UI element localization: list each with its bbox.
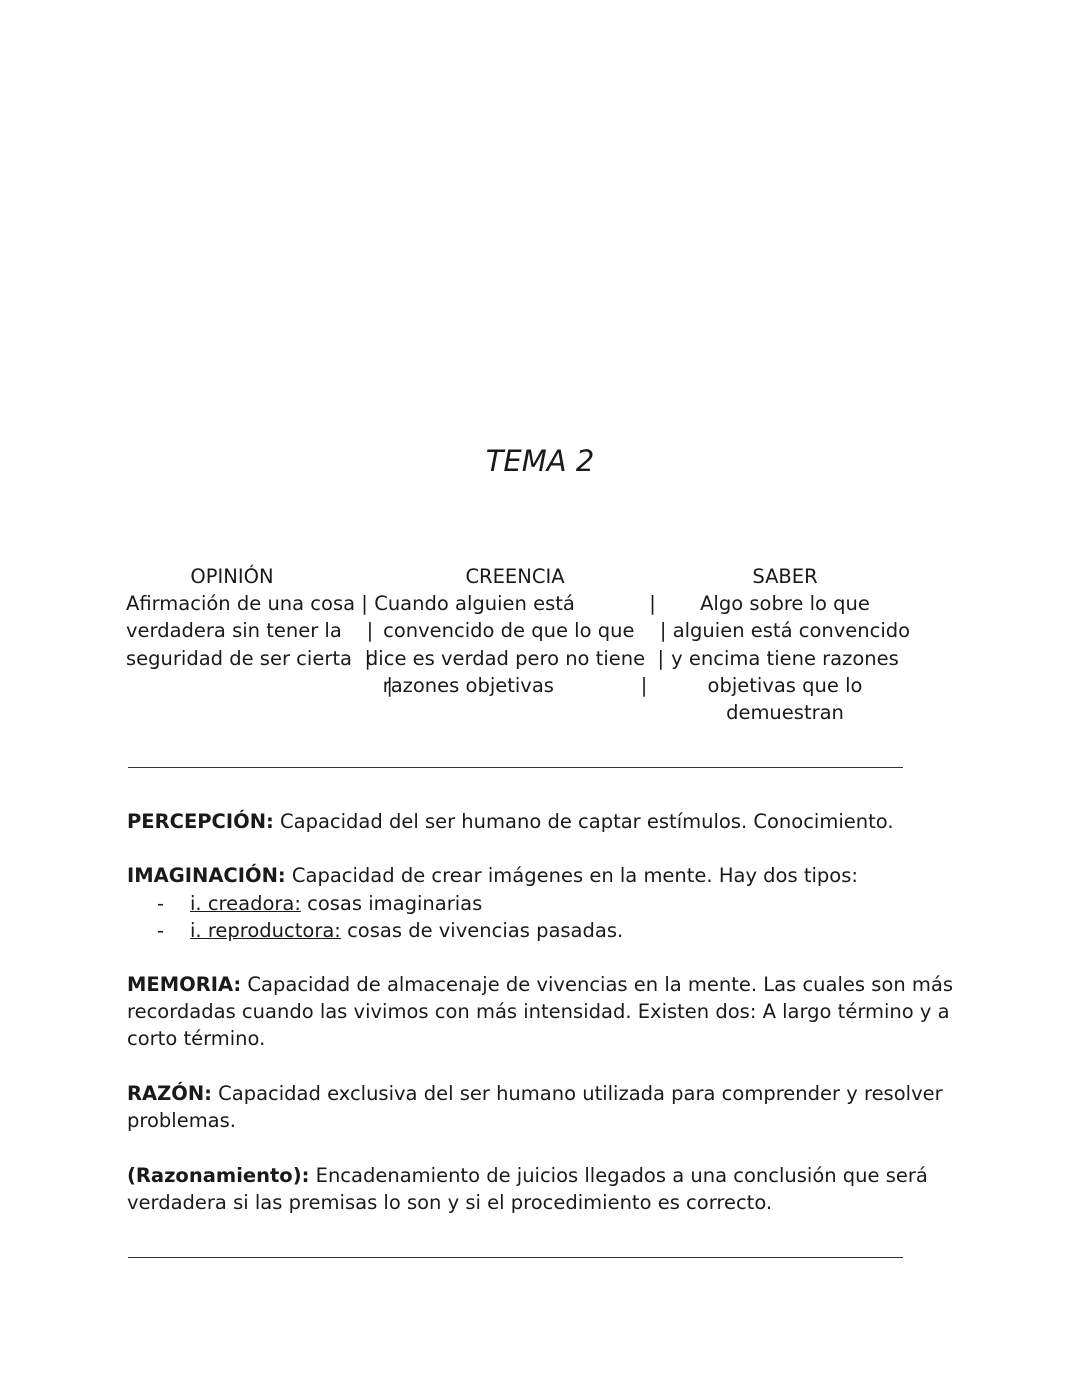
column-line: verdadera sin tener la | bbox=[126, 619, 374, 643]
column-line: Cuando alguien está | bbox=[374, 592, 656, 616]
horizontal-rule bbox=[128, 1257, 903, 1258]
definition-percepcion bbox=[127, 808, 957, 835]
definition-term: PERCEPCIÓN: bbox=[127, 810, 274, 833]
list-dash: - bbox=[157, 892, 165, 915]
list-item-label: i. creadora: bbox=[190, 892, 301, 915]
column-line: convencido de que lo que bbox=[383, 619, 647, 643]
column-line: seguridad de ser cierta | bbox=[126, 646, 371, 670]
definition-memoria bbox=[127, 971, 957, 1053]
list-item-text: cosas imaginarias bbox=[300, 892, 483, 915]
horizontal-rule bbox=[128, 767, 903, 768]
definition-term: (Razonamiento): bbox=[127, 1164, 310, 1187]
column-opinion bbox=[126, 563, 393, 699]
column-line: | alguien está convencido bbox=[659, 619, 911, 643]
definition-text: Capacidad de almacenaje de vivencias en la mente. Las cuales son más recordadas cuando las vivimos con más intensidad. Existen dos: A largo término y a corto término. bbox=[127, 973, 954, 1051]
definition-text: Capacidad del ser humano de captar estímulos. Conocimiento. bbox=[273, 810, 894, 833]
page-title: TEMA 2 bbox=[485, 444, 595, 478]
definition-text: Capacidad exclusiva del ser humano utilizada para comprender y resolver problemas. bbox=[127, 1082, 943, 1133]
column-line: | bbox=[126, 673, 393, 697]
definition-term: RAZÓN: bbox=[127, 1082, 212, 1105]
column-heading-saber: SABER bbox=[752, 565, 818, 588]
column-line: razones objetivas | bbox=[382, 673, 648, 697]
definition-razon bbox=[127, 1080, 957, 1134]
list-dash: - bbox=[157, 919, 165, 943]
list-item-text: cosas de vivencias pasadas. bbox=[340, 919, 624, 943]
definition-term: MEMORIA: bbox=[127, 973, 242, 996]
column-heading-creencia: CREENCIA bbox=[465, 565, 565, 588]
column-line: Afirmación de una cosa | bbox=[126, 592, 368, 616]
column-heading-opinion: OPINIÓN bbox=[190, 565, 274, 588]
definition-text: Capacidad de crear imágenes en la mente. Hay dos tipos: bbox=[285, 864, 858, 887]
definition-razonamiento bbox=[127, 1162, 957, 1216]
definition-term: IMAGINACIÓN: bbox=[127, 864, 286, 887]
imaginacion-types-list bbox=[127, 890, 623, 944]
definition-imaginacion bbox=[127, 862, 957, 889]
column-line: y encima tiene razones bbox=[671, 646, 899, 670]
definition-text: Encadenamiento de juicios llegados a una conclusión que será verdadera si las premisas lo son y si el procedimiento es correcto. bbox=[127, 1164, 928, 1215]
list-item bbox=[127, 890, 623, 917]
column-creencia bbox=[360, 563, 670, 699]
column-line: dice es verdad pero no tiene | bbox=[365, 646, 665, 670]
list-item bbox=[127, 917, 623, 944]
column-line: Algo sobre lo que bbox=[700, 592, 870, 616]
column-line: objetivas que lo bbox=[707, 673, 863, 697]
column-line: demuestran bbox=[726, 701, 844, 725]
column-saber bbox=[655, 563, 915, 726]
list-item-label: i. reproductora: bbox=[190, 919, 341, 943]
